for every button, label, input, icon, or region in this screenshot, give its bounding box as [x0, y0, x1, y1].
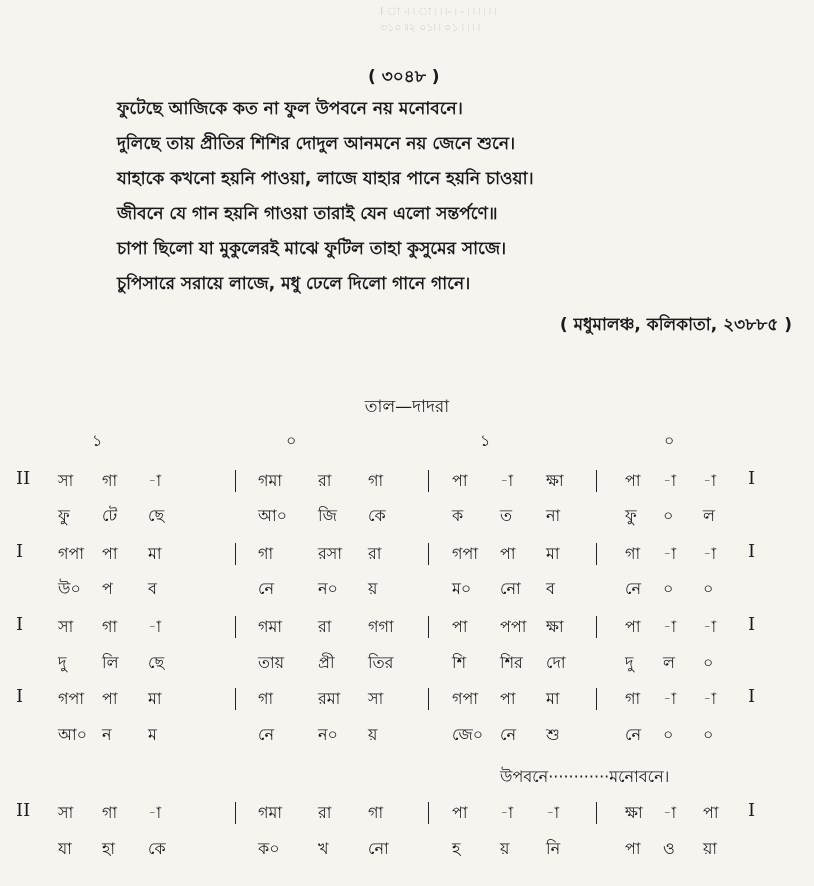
- swar-row: [0, 468, 814, 500]
- poem-line: চুপিসারে সরায়ে লাজে, মধু ঢেলে দিলো গানে গানে।: [117, 274, 471, 294]
- swar-note: পা: [452, 803, 468, 822]
- bar-end-mark: I: [748, 686, 756, 707]
- bar-line: [596, 802, 597, 824]
- swar-note: পা: [703, 803, 719, 822]
- swar-note: গা: [368, 803, 384, 822]
- swar-note: -া: [148, 617, 162, 636]
- swar-note: সা: [58, 803, 74, 822]
- lyric-syllable: ব: [148, 579, 157, 598]
- lyric-row: [0, 503, 814, 535]
- bar-line: [235, 616, 236, 638]
- lyric-syllable: কে: [368, 506, 386, 525]
- swar-note: গপা: [58, 689, 84, 708]
- lyric-syllable: নে: [500, 725, 517, 744]
- bar-end-mark: I: [748, 800, 756, 821]
- lyric-syllable: না: [546, 506, 561, 525]
- lyric-syllable: ল: [663, 653, 675, 672]
- swar-note: গমা: [258, 803, 283, 822]
- poem-line: ফুটেছে আজিকে কত না ফুল উপবনে নয় মনোবনে।: [117, 99, 463, 119]
- swar-row: [0, 614, 814, 646]
- swar-note: পা: [452, 471, 468, 490]
- lyric-syllable: দো: [546, 653, 566, 672]
- swar-note: মা: [546, 544, 560, 563]
- swar-note: গপা: [58, 544, 84, 563]
- swar-note: -া: [663, 803, 677, 822]
- beat-marker: ১: [92, 431, 103, 450]
- swar-note: পা: [625, 617, 641, 636]
- swar-row: [0, 800, 814, 832]
- swar-note: রা: [318, 471, 332, 490]
- lyric-syllable: য়: [368, 579, 378, 598]
- bar-line: [235, 543, 236, 565]
- swar-note: -া: [663, 544, 677, 563]
- swar-note: ক্ষা: [625, 803, 643, 822]
- swar-note: রা: [318, 617, 332, 636]
- bar-start-mark: II: [16, 800, 31, 821]
- song-number: ( ৩০৪৮ ): [368, 67, 440, 87]
- lyric-syllable: ন: [102, 725, 112, 744]
- lyric-syllable: প্রী: [318, 653, 335, 672]
- lyric-syllable: প: [102, 579, 113, 598]
- lyric-syllable: ছে: [148, 506, 165, 525]
- source-citation: ( মধুমালঞ্চ, কলিকাতা, ২৩৮৮৫ ): [559, 315, 792, 335]
- swar-note: -া: [148, 471, 162, 490]
- lyric-syllable: ম: [148, 725, 157, 744]
- swar-note: -া: [663, 471, 677, 490]
- swar-note: -া: [500, 471, 514, 490]
- bar-line: [596, 470, 597, 492]
- swar-note: -া: [500, 803, 514, 822]
- lyric-syllable: ল: [703, 506, 715, 525]
- swar-note: গপা: [452, 544, 478, 563]
- swar-note: মা: [148, 544, 162, 563]
- swar-note: সা: [58, 471, 74, 490]
- swar-note: পা: [102, 544, 118, 563]
- poem-line: দুলিছে তায় প্রীতির শিশির দোদুল আনমনে নয় জেনে শুনে।: [117, 134, 516, 154]
- swar-note: গা: [368, 471, 384, 490]
- swar-note: -া: [663, 689, 677, 708]
- lyric-syllable: লি: [102, 653, 119, 672]
- swar-note: পা: [625, 471, 641, 490]
- lyric-syllable: নে: [258, 579, 275, 598]
- bar-line: [596, 616, 597, 638]
- lyric-syllable: জি: [318, 506, 337, 525]
- poem-lyrics: [117, 92, 797, 302]
- swar-note: পা: [102, 689, 118, 708]
- swar-note: রসা: [318, 544, 343, 563]
- bar-line: [596, 688, 597, 710]
- swar-note: -া: [703, 471, 717, 490]
- swar-note: গমা: [258, 617, 283, 636]
- swar-note: গা: [258, 544, 274, 563]
- bar-end-mark: I: [748, 541, 756, 562]
- swar-note: গা: [102, 803, 118, 822]
- lyric-syllable: ০: [703, 579, 714, 598]
- bleed-line: I া ‑৷ ৷ া ৷ ৷ ৷‑ ৷ ‑ ৷ ৷ ৷ ৷ ৷ ৷: [380, 5, 497, 18]
- lyric-syllable: ক: [452, 506, 464, 525]
- lyric-row: [0, 576, 814, 608]
- lyric-row: [0, 722, 814, 754]
- lyric-syllable: নে: [625, 579, 642, 598]
- bar-line: [428, 543, 429, 565]
- lyric-syllable: ফু: [58, 506, 70, 525]
- lyric-syllable: ক০: [258, 839, 280, 858]
- lyric-syllable: দু: [58, 653, 67, 672]
- lyric-syllable: তায়: [258, 653, 285, 672]
- swar-note: পা: [452, 617, 468, 636]
- lyric-syllable: নে: [625, 725, 642, 744]
- swar-note: গমা: [258, 471, 283, 490]
- swar-note: রা: [368, 544, 382, 563]
- lyric-syllable: ব: [546, 579, 555, 598]
- swar-note: ক্ষা: [546, 617, 564, 636]
- beat-marker: ০: [664, 431, 675, 450]
- bar-start-mark: I: [16, 541, 24, 562]
- lyric-syllable: খ: [318, 839, 329, 858]
- swar-note: সা: [58, 617, 74, 636]
- swar-note: -া: [703, 689, 717, 708]
- lyric-syllable: নে: [258, 725, 275, 744]
- swar-note: পপা: [500, 617, 527, 636]
- lyric-syllable: শি: [452, 653, 467, 672]
- swar-note: -া: [703, 544, 717, 563]
- bar-line: [428, 802, 429, 824]
- beat-marker: ০: [286, 431, 297, 450]
- lyric-row: [0, 650, 814, 682]
- bar-line: [235, 470, 236, 492]
- lyric-row: [0, 836, 814, 868]
- tala-heading: তাল—দাদরা: [364, 397, 450, 417]
- swar-note: গা: [258, 689, 274, 708]
- bar-start-mark: I: [16, 614, 24, 635]
- lyric-syllable: নো: [368, 839, 389, 858]
- lyric-syllable: আ০: [258, 506, 288, 525]
- poem-line: যাহাকে কখনো হয়নি পাওয়া, লাজে যাহার পানে হয়নি চাওয়া।: [117, 169, 534, 189]
- bar-end-mark: I: [748, 614, 756, 635]
- swar-note: মা: [546, 689, 560, 708]
- bleed-through-text: [380, 4, 800, 36]
- bar-line: [428, 470, 429, 492]
- lyric-syllable: টে: [102, 506, 118, 525]
- bar-line: [428, 616, 429, 638]
- beat-markers: [0, 428, 814, 456]
- swar-note: ক্ষা: [546, 471, 564, 490]
- swar-note: -া: [148, 803, 162, 822]
- lyric-syllable: নো: [500, 579, 521, 598]
- lyric-syllable: ০: [663, 506, 674, 525]
- lyric-syllable: উ০: [58, 579, 81, 598]
- lyric-syllable: ম০: [452, 579, 472, 598]
- swar-note: -া: [546, 803, 560, 822]
- swar-note: -া: [663, 617, 677, 636]
- bar-line: [235, 802, 236, 824]
- lyric-syllable: আ০: [58, 725, 88, 744]
- lyric-syllable: ০: [663, 725, 674, 744]
- lyric-syllable: ন০: [318, 579, 338, 598]
- bar-start-mark: I: [16, 686, 24, 707]
- beat-marker: ১: [480, 431, 491, 450]
- swar-note: -া: [703, 617, 717, 636]
- lyric-syllable: য়: [368, 725, 378, 744]
- lyric-syllable: ত: [500, 506, 513, 525]
- lyric-syllable: পা: [625, 839, 641, 858]
- swar-note: রা: [318, 803, 332, 822]
- swar-note: গগা: [368, 617, 394, 636]
- lyric-syllable: য়: [500, 839, 510, 858]
- swar-row: [0, 686, 814, 718]
- swar-note: সা: [368, 689, 384, 708]
- swar-note: গপা: [452, 689, 478, 708]
- swar-row: [0, 541, 814, 573]
- lyric-syllable: ছে: [148, 653, 165, 672]
- refrain-text: উপবনে············মনোবনে।: [500, 767, 670, 786]
- lyric-syllable: হা: [102, 839, 116, 858]
- bleed-line: ৩১০ ৷৷২ ০১৷ ৷ ০১ ৷ ৷ ৷ ৷: [380, 21, 480, 34]
- lyric-syllable: য়া: [703, 839, 718, 858]
- lyric-syllable: যা: [58, 839, 72, 858]
- bar-line: [235, 688, 236, 710]
- lyric-syllable: কে: [148, 839, 166, 858]
- bar-start-mark: II: [16, 468, 31, 489]
- lyric-syllable: ০: [703, 653, 714, 672]
- lyric-syllable: ফু: [625, 506, 637, 525]
- lyric-syllable: ন০: [318, 725, 338, 744]
- lyric-syllable: দু: [625, 653, 634, 672]
- swar-note: গা: [102, 617, 118, 636]
- poem-line: চাপা ছিলো যা মুকুলেরই মাঝে ফুটিল তাহা কুসুমের সাজে।: [117, 239, 507, 259]
- lyric-syllable: তির: [368, 653, 394, 672]
- lyric-syllable: ০: [663, 579, 674, 598]
- poem-line: জীবনে যে গান হয়নি গাওয়া তারাই যেন এলো সন্তর্পণে॥: [117, 204, 498, 224]
- lyric-syllable: ০: [703, 725, 714, 744]
- swar-note: গা: [102, 471, 118, 490]
- bar-line: [596, 543, 597, 565]
- lyric-syllable: হ: [452, 839, 461, 858]
- lyric-syllable: নি: [546, 839, 561, 858]
- bar-line: [428, 688, 429, 710]
- lyric-syllable: শির: [500, 653, 523, 672]
- swar-note: রমা: [318, 689, 341, 708]
- lyric-syllable: শু: [546, 725, 560, 744]
- swar-note: মা: [148, 689, 162, 708]
- swar-note: গা: [625, 689, 641, 708]
- swar-note: গা: [625, 544, 641, 563]
- lyric-syllable: জে০: [452, 725, 484, 744]
- swar-note: পা: [500, 544, 516, 563]
- bar-end-mark: I: [748, 468, 756, 489]
- lyric-syllable: ও: [663, 839, 675, 858]
- swar-note: পা: [500, 689, 516, 708]
